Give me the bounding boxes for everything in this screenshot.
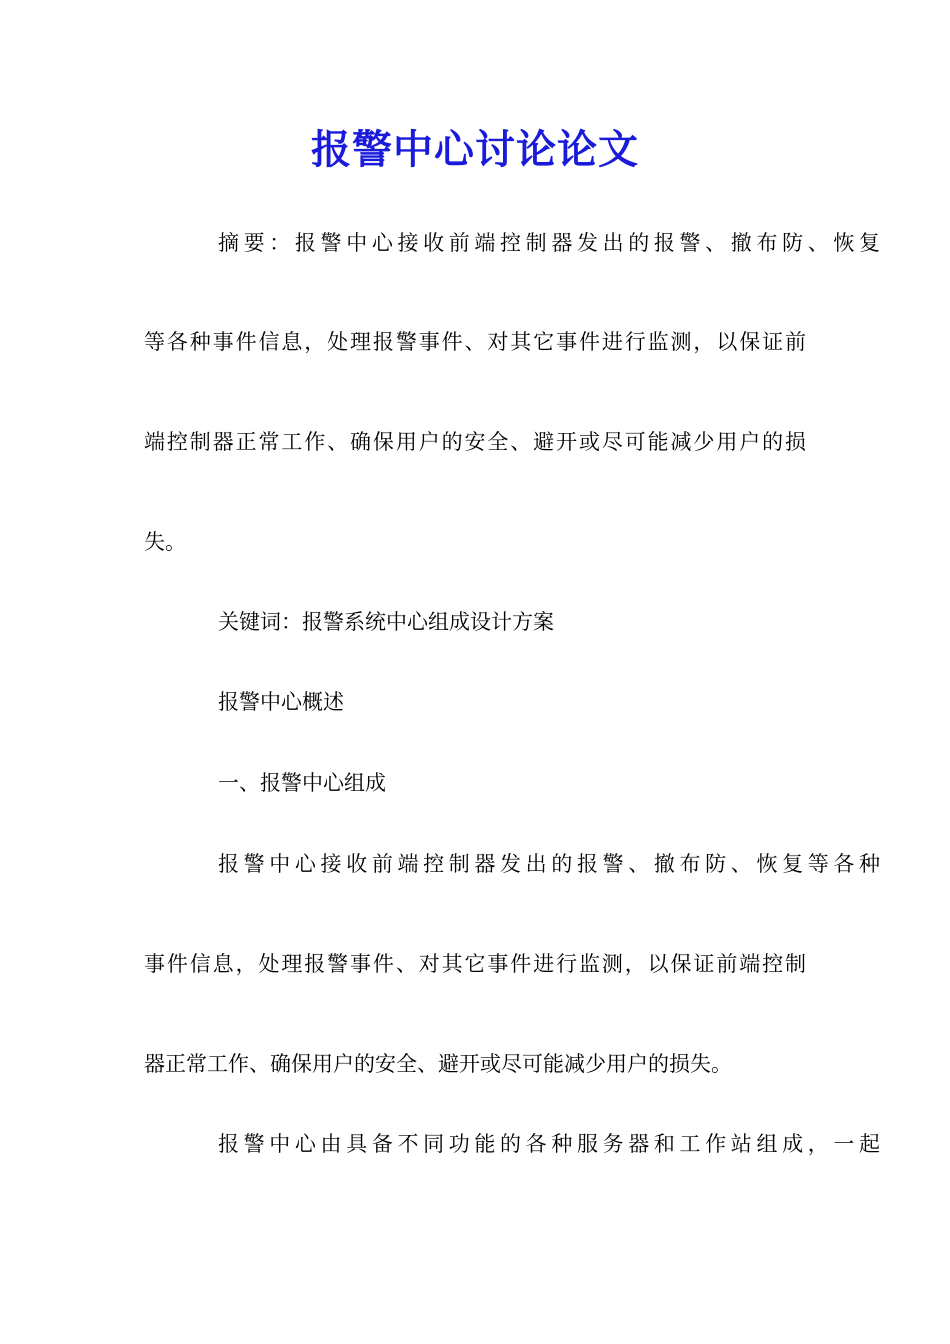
abstract-line-4: 失。 [144,530,186,554]
section-heading-overview: 报警中心概述 [218,690,344,714]
paragraph-2-line-1: 报警中心由具备不同功能的各种服务器和工作站组成，一起 [218,1132,880,1156]
document-title: 报警中心讨论论文 [311,126,639,173]
paragraph-1-line-3: 器正常工作、确保用户的安全、避开或尽可能减少用户的损失。 [144,1052,732,1076]
paragraph-1-line-2: 事件信息，处理报警事件、对其它事件进行监测，以保证前端控制 [144,952,806,976]
abstract-line-1: 摘要：报警中心接收前端控制器发出的报警、撤布防、恢复 [218,231,880,255]
paragraph-1-line-1: 报警中心接收前端控制器发出的报警、撤布防、恢复等各种 [218,852,880,876]
keywords-line: 关键词：报警系统中心组成设计方案 [218,610,554,634]
abstract-line-2: 等各种事件信息，处理报警事件、对其它事件进行监测，以保证前 [144,330,806,354]
section-heading-composition: 一、报警中心组成 [218,771,386,795]
abstract-line-3: 端控制器正常工作、确保用户的安全、避开或尽可能减少用户的损 [144,430,806,454]
